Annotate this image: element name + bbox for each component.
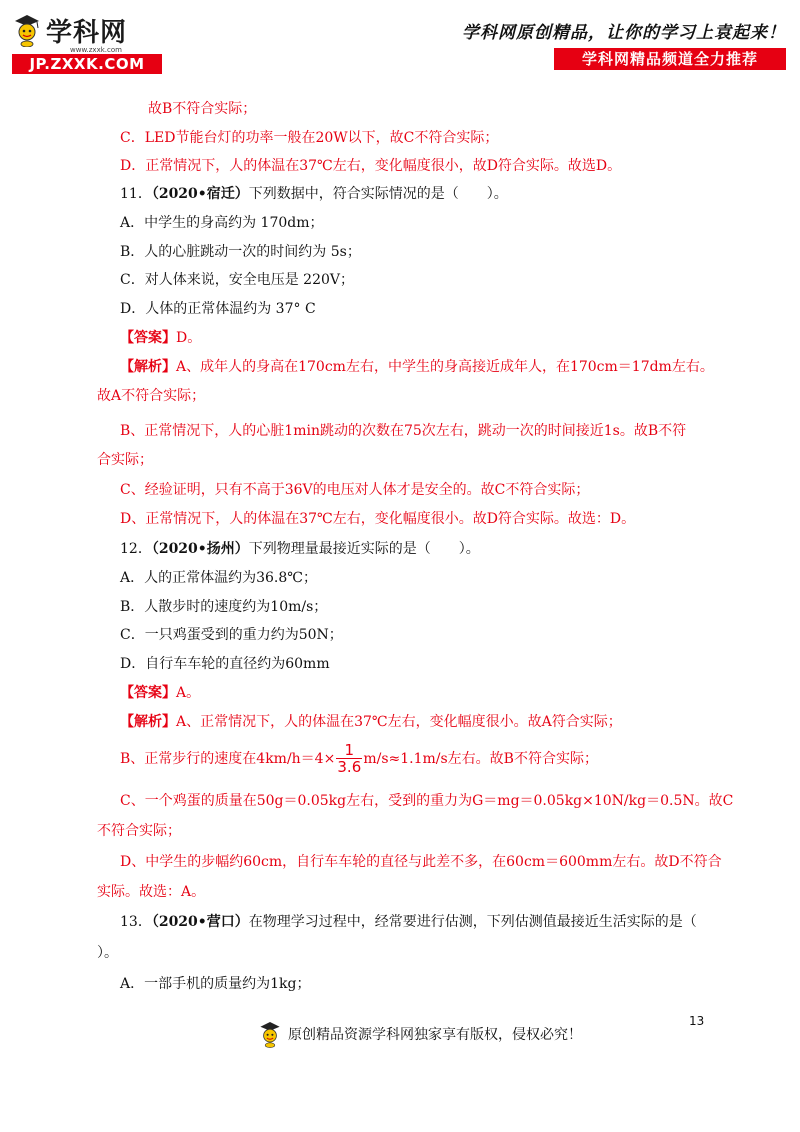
option-a: A．一部手机的质量约为1kg； bbox=[120, 976, 311, 992]
question-number: 13． bbox=[120, 914, 152, 930]
question-source: （2020•扬州） bbox=[151, 541, 249, 557]
question-text: 下列物理量最接近实际的是（ ）。 bbox=[248, 541, 480, 557]
answer-tag: 【答案】 bbox=[120, 330, 176, 346]
fraction-numerator: 1 bbox=[344, 741, 355, 759]
question-13 bbox=[120, 913, 697, 931]
explanation-line: 故A不符合实际； bbox=[97, 388, 206, 404]
explanation-line bbox=[120, 713, 622, 731]
option-a: A．中学生的身高约为 170dm； bbox=[120, 215, 324, 231]
explanation-line: D、中学生的步幅约60cm，自行车车轮的直径与此差不多，在60cm＝600mm左右。故D不符合 bbox=[120, 854, 722, 870]
fraction-denominator: 3.6 bbox=[337, 758, 362, 776]
explanation-line: C、经验证明，只有不高于36V的电压对人体才是安全的。故C不符合实际； bbox=[120, 482, 590, 498]
copyright-notice: 原创精品资源学科网独家享有版权，侵权必究！ bbox=[288, 1027, 582, 1043]
question-12 bbox=[120, 540, 480, 558]
explanation-line bbox=[120, 742, 598, 775]
question-text: 下列数据中，符合实际情况的是（ ）。 bbox=[248, 186, 508, 202]
mascot-icon bbox=[258, 1020, 282, 1048]
explanation-text: B、正常步行的速度在4km/h＝4× bbox=[120, 750, 336, 767]
option-c: C．对人体来说，安全电压是 220V； bbox=[120, 272, 354, 288]
header-slogan: 学科网原创精品，让你的学习上袁起来！ bbox=[462, 23, 786, 43]
explanation-text: A、正常情况下，人的体温在37℃左右，变化幅度很小。故A符合实际； bbox=[176, 714, 622, 730]
page-number: 13 bbox=[689, 1014, 705, 1028]
explanation-line: 合实际； bbox=[97, 452, 153, 468]
text-line: 故B不符合实际； bbox=[148, 101, 257, 117]
option-d: D．人体的正常体温约为 37° C bbox=[120, 301, 316, 317]
explanation-tag: 【解析】 bbox=[120, 359, 176, 375]
option-a: A．人的正常体温约为36.8℃； bbox=[120, 570, 317, 586]
explanation-tag: 【解析】 bbox=[120, 714, 176, 730]
explanation-text: m/s≈1.1m/s左右。故B不符合实际； bbox=[363, 750, 598, 767]
footer bbox=[258, 1020, 582, 1048]
explanation-line: 不符合实际； bbox=[97, 823, 181, 839]
question-text-cont: ）。 bbox=[97, 945, 118, 961]
logo-title: 学科网 bbox=[46, 17, 128, 48]
mascot-icon bbox=[12, 13, 42, 47]
explanation-line: 实际。故选：A。 bbox=[97, 884, 206, 900]
logo-subtitle: www.zxxk.com bbox=[70, 46, 122, 54]
question-11 bbox=[120, 185, 508, 203]
option-d: D．自行车车轮的直径约为60mm bbox=[120, 656, 330, 672]
text-line: C．LED节能台灯的功率一般在20W以下，故C不符合实际； bbox=[120, 130, 499, 146]
answer-value: A。 bbox=[176, 685, 201, 701]
fraction bbox=[336, 742, 362, 775]
question-text: 在物理学习过程中，经常要进行估测，下列估测值最接近生活实际的是（ bbox=[248, 914, 697, 930]
question-number: 12． bbox=[120, 541, 152, 557]
explanation-text: A、成年人的身高在170cm左右，中学生的身高接近成年人，在170cm＝17dm左右。 bbox=[176, 359, 714, 375]
option-b: B．人的心脏跳动一次的时间约为 5s； bbox=[120, 244, 361, 260]
explanation-line bbox=[120, 358, 714, 376]
answer bbox=[120, 684, 200, 702]
answer bbox=[120, 329, 201, 347]
site-logo[interactable] bbox=[12, 10, 162, 72]
answer-value: D。 bbox=[176, 330, 202, 346]
explanation-line: C、一个鸡蛋的质量在50g＝0.05kg左右，受到的重力为G＝mg＝0.05kg×10N/kg＝0.5N。故C bbox=[120, 793, 734, 809]
question-number: 11． bbox=[120, 186, 152, 202]
option-c: C．一只鸡蛋受到的重力约为50N； bbox=[120, 627, 343, 643]
explanation-line: D、正常情况下，人的体温在37℃左右，变化幅度很小。故D符合实际。故选：D。 bbox=[120, 511, 636, 527]
channel-banner[interactable]: 学科网精品频道全力推荐 bbox=[554, 48, 786, 70]
text-line: D．正常情况下，人的体温在37℃左右，变化幅度很小，故D符合实际。故选D。 bbox=[120, 158, 622, 174]
question-source: （2020•营口） bbox=[151, 914, 249, 930]
question-source: （2020•宿迁） bbox=[151, 186, 249, 202]
logo-url[interactable]: JP.ZXXK.COM bbox=[12, 54, 162, 74]
option-b: B．人散步时的速度约为10m/s； bbox=[120, 599, 328, 615]
explanation-line: B、正常情况下，人的心脏1min跳动的次数在75次左右，跳动一次的时间接近1s。故B不符 bbox=[120, 423, 687, 439]
answer-tag: 【答案】 bbox=[120, 685, 176, 701]
